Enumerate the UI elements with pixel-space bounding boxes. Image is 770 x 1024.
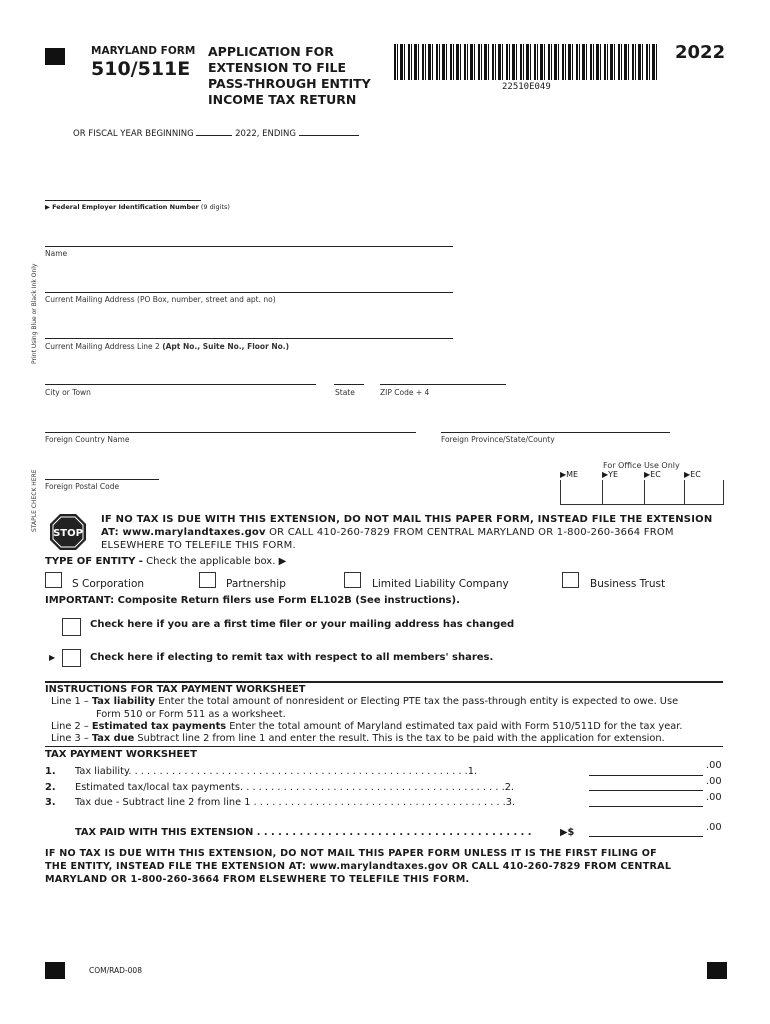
worksheet-row-cents: .00 xyxy=(706,760,722,771)
registration-mark-top-left xyxy=(45,48,65,65)
instruction-line1: Line 1 – Tax liability Enter the total amount of nonresident or Electing PTE tax the pass-through entity is expected to owe. Use xyxy=(51,696,679,708)
ink-instruction: Print Using Blue or Black Ink Only xyxy=(31,263,38,364)
office-use-title: For Office Use Only xyxy=(603,461,680,470)
electing-label: Check here if electing to remit tax with respect to all members' shares. xyxy=(90,652,494,663)
important-note: IMPORTANT: Composite Return filers use Form EL102B (See instructions). xyxy=(45,595,460,606)
business-trust-label: Business Trust xyxy=(590,578,666,590)
first-time-filer-checkbox[interactable] xyxy=(62,618,81,636)
estimated-payments-field[interactable] xyxy=(589,790,703,791)
barcode xyxy=(394,44,659,80)
fein-label xyxy=(45,203,230,211)
worksheet-row-label: Tax due - Subtract line 2 from line 1 . . . . . . . . . . . . . . . . . . . . . . . . . . . . . . . . . . . . . . . . .3. xyxy=(75,797,516,808)
registration-mark-bottom-left xyxy=(45,962,65,979)
fein-field[interactable] xyxy=(45,200,201,201)
fiscal-year-prefix: OR FISCAL YEAR BEGINNING xyxy=(73,129,194,139)
stop-sign-icon xyxy=(49,513,87,551)
form-title xyxy=(208,44,371,108)
name-label: Name xyxy=(45,249,68,258)
foreign-province-field[interactable] xyxy=(441,432,670,433)
office-col-ec1: ▶EC xyxy=(644,470,661,479)
state-form-label: MARYLAND FORM xyxy=(91,45,196,57)
worksheet-row-num: 2. xyxy=(45,782,56,793)
barcode-number: 22510E049 xyxy=(502,82,551,92)
footer-notice xyxy=(45,847,671,886)
worksheet-row-cents: .00 xyxy=(706,776,722,787)
tax-paid-label: TAX PAID WITH THIS EXTENSION . . . . . . . . . . . . . . . . . . . . . . . . . . . . . . . . . . . . . . . xyxy=(75,827,532,838)
partnership-label: Partnership xyxy=(226,578,286,590)
staple-here: STAPLE CHECK HERE xyxy=(31,469,38,532)
arrow-icon: ▶ xyxy=(49,653,56,662)
s-corporation-label: S Corporation xyxy=(72,578,145,590)
registration-mark-bottom-right xyxy=(707,962,727,979)
partnership-checkbox[interactable] xyxy=(199,572,216,588)
tax-year: 2022 xyxy=(675,42,726,63)
address2-label xyxy=(45,342,289,351)
fiscal-year-line xyxy=(73,128,359,139)
stop-line2: AT: www.marylandtaxes.gov OR CALL 410-260-7829 FROM CENTRAL MARYLAND OR 1-800-260-3664 FROM xyxy=(101,527,674,538)
form-title-line: INCOME TAX RETURN xyxy=(208,92,357,107)
tax-due-field[interactable] xyxy=(589,806,703,807)
state-label: State xyxy=(335,388,355,397)
worksheet-row-num: 1. xyxy=(45,766,56,777)
worksheet-title: TAX PAYMENT WORKSHEET xyxy=(45,749,197,760)
instruction-line3: Line 3 – Tax due Subtract line 2 from line 1 and enter the result. This is the tax to be paid with the application for extension. xyxy=(51,733,665,745)
arrow-icon: ▶ xyxy=(45,203,50,211)
zip-label: ZIP Code + 4 xyxy=(380,388,430,397)
fiscal-end-field[interactable] xyxy=(299,128,359,136)
name-field[interactable] xyxy=(45,246,453,247)
form-code: COM/RAD-008 xyxy=(89,966,142,975)
foreign-country-label: Foreign Country Name xyxy=(45,435,130,444)
foreign-country-field[interactable] xyxy=(45,432,416,433)
address1-field[interactable] xyxy=(45,292,453,293)
stop-sign-text: STOP xyxy=(53,528,83,539)
footer-notice-line: THE ENTITY, INSTEAD FILE THE EXTENSION AT: www.marylandtaxes.gov OR CALL 410-260-7829 FROM CENTRAL xyxy=(45,861,672,872)
instructions-title: INSTRUCTIONS FOR TAX PAYMENT WORKSHEET xyxy=(45,684,306,695)
tax-paid-arrow: ▶$ xyxy=(560,827,575,838)
form-title-line: EXTENSION TO FILE xyxy=(208,60,346,75)
worksheet-row-num: 3. xyxy=(45,797,56,808)
zip-field[interactable] xyxy=(380,384,506,385)
footer-notice-line: MARYLAND OR 1-800-260-3664 FROM ELSEWHERE TO TELEFILE THIS FORM. xyxy=(45,874,470,885)
instruction-line2: Line 2 – Estimated tax payments Enter the total amount of Maryland estimated tax paid with Form 510/511D for the tax year. xyxy=(51,720,683,732)
footer-notice-line: IF NO TAX IS DUE WITH THIS EXTENSION, DO NOT MAIL THIS PAPER FORM UNLESS IT IS THE FIRST FILING OF xyxy=(45,848,657,859)
llc-checkbox[interactable] xyxy=(344,572,361,588)
business-trust-checkbox[interactable] xyxy=(562,572,579,588)
entity-type-label: TYPE OF ENTITY - Check the applicable box. ▶ xyxy=(45,556,287,567)
tax-liability-field[interactable] xyxy=(589,775,703,776)
fein-label-bold: Federal Employer Identification Number xyxy=(52,203,199,211)
office-col-ec2: ▶EC xyxy=(684,470,701,479)
worksheet-row-label: Estimated tax/local tax payments. . . . . . . . . . . . . . . . . . . . . . . . . . . . . . . . . . . . . . . . . . .2. xyxy=(75,782,515,793)
form-number: 510/511E xyxy=(91,58,191,80)
stop-line1: IF NO TAX IS DUE WITH THIS EXTENSION, DO NOT MAIL THIS PAPER FORM, INSTEAD FILE THE EXTENSION xyxy=(101,514,713,525)
state-field[interactable] xyxy=(334,384,364,385)
address1-label: Current Mailing Address (PO Box, number, street and apt. no) xyxy=(45,295,276,304)
tax-paid-field[interactable] xyxy=(589,836,703,837)
worksheet-row-cents: .00 xyxy=(706,792,722,803)
s-corporation-checkbox[interactable] xyxy=(45,572,62,588)
foreign-province-label: Foreign Province/State/County xyxy=(441,435,555,444)
city-label: City or Town xyxy=(45,388,91,397)
worksheet-row-label: Tax liability. . . . . . . . . . . . . . . . . . . . . . . . . . . . . . . . . . . . . . . . . . . . . . . . . . . . . . .1. xyxy=(75,766,478,777)
stop-line3: ELSEWHERE TO TELEFILE THIS FORM. xyxy=(101,540,296,551)
electing-checkbox[interactable] xyxy=(62,649,81,667)
address2-field[interactable] xyxy=(45,338,453,339)
stop-notice xyxy=(101,513,712,552)
fiscal-begin-field[interactable] xyxy=(196,128,232,136)
fein-label-rest: (9 digits) xyxy=(200,203,230,211)
office-col-me: ▶ME xyxy=(560,470,579,479)
address2-label-prefix: Current Mailing Address Line 2 xyxy=(45,342,160,351)
instruction-line1-cont: Form 510 or Form 511 as a worksheet. xyxy=(96,708,286,720)
fiscal-year-mid: 2022, ENDING xyxy=(235,129,296,139)
form-title-line: APPLICATION FOR xyxy=(208,44,334,59)
instructions-block xyxy=(45,684,683,745)
office-box xyxy=(602,480,603,505)
llc-label: Limited Liability Company xyxy=(372,578,509,590)
office-box xyxy=(644,480,645,505)
office-box xyxy=(684,480,685,505)
address2-label-bold: (Apt No., Suite No., Floor No.) xyxy=(162,342,290,351)
office-col-ye: ▶YE xyxy=(602,470,619,479)
office-use-boxes xyxy=(560,480,724,505)
foreign-postal-label: Foreign Postal Code xyxy=(45,482,120,491)
divider xyxy=(45,681,723,683)
city-field[interactable] xyxy=(45,384,316,385)
foreign-postal-field[interactable] xyxy=(45,479,159,480)
form-title-line: PASS-THROUGH ENTITY xyxy=(208,76,371,91)
divider xyxy=(45,746,723,747)
first-time-filer-label: Check here if you are a first time filer or your mailing address has changed xyxy=(90,619,515,630)
tax-paid-cents: .00 xyxy=(706,822,722,833)
